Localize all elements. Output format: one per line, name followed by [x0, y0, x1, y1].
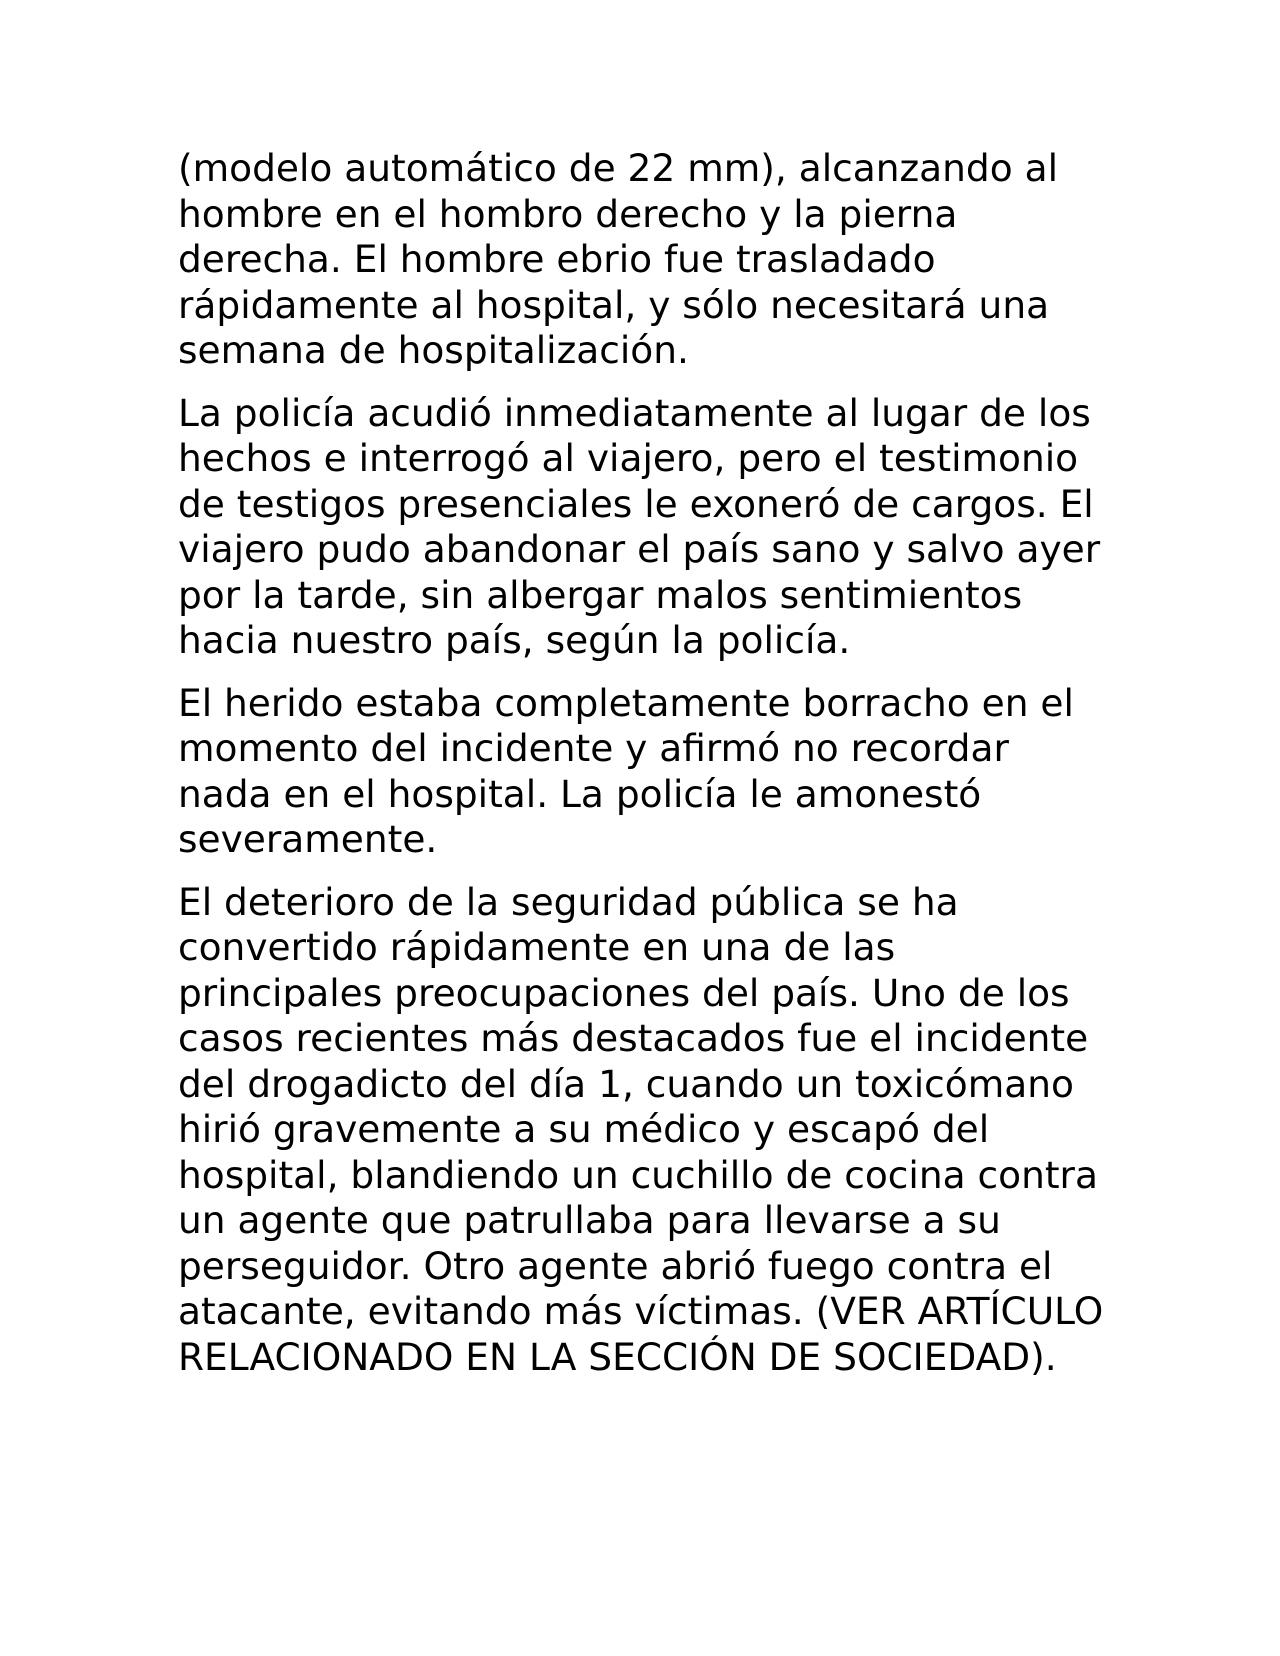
paragraph-2: La policía acudió inmediatamente al lugar de los hechos e interrogó al viajero, pero el testimonio de testigos presenciales le exoneró de cargos. El viajero pudo abandonar el país sano y salvo ayer por la tarde, sin albergar malos sentimientos hacia nuestro país, según la policía.	[178, 390, 1101, 662]
paragraph-4: El deterioro de la seguridad pública se ha convertido rápidamente en una de las principales preocupaciones del país. Uno de los casos recientes más destacados fue el incidente del drogadicto del día 1, cuando un toxicómano hirió gravemente a su médico y escapó del hospital, blandiendo un cuchillo de cocina contra un agente que patrullaba para llevarse a su perseguidor. Otro agente abrió fuego contra el atacante, evitando más víctimas. (VER ARTÍCULO RELACIONADO EN LA SECCIÓN DE SOCIEDAD).	[178, 879, 1104, 1379]
article-body	[178, 146, 1108, 1397]
paragraph-1: (modelo automático de 22 mm), alcanzando al hombre en el hombro derecho y la pierna derecha. El hombre ebrio fue trasladado rápidamente al hospital, y sólo necesitará una semana de hospitalización.	[178, 146, 1058, 372]
paragraph-3: El herido estaba completamente borracho en el momento del incidente y afirmó no recordar nada en el hospital. La policía le amonestó severamente.	[178, 680, 1074, 861]
